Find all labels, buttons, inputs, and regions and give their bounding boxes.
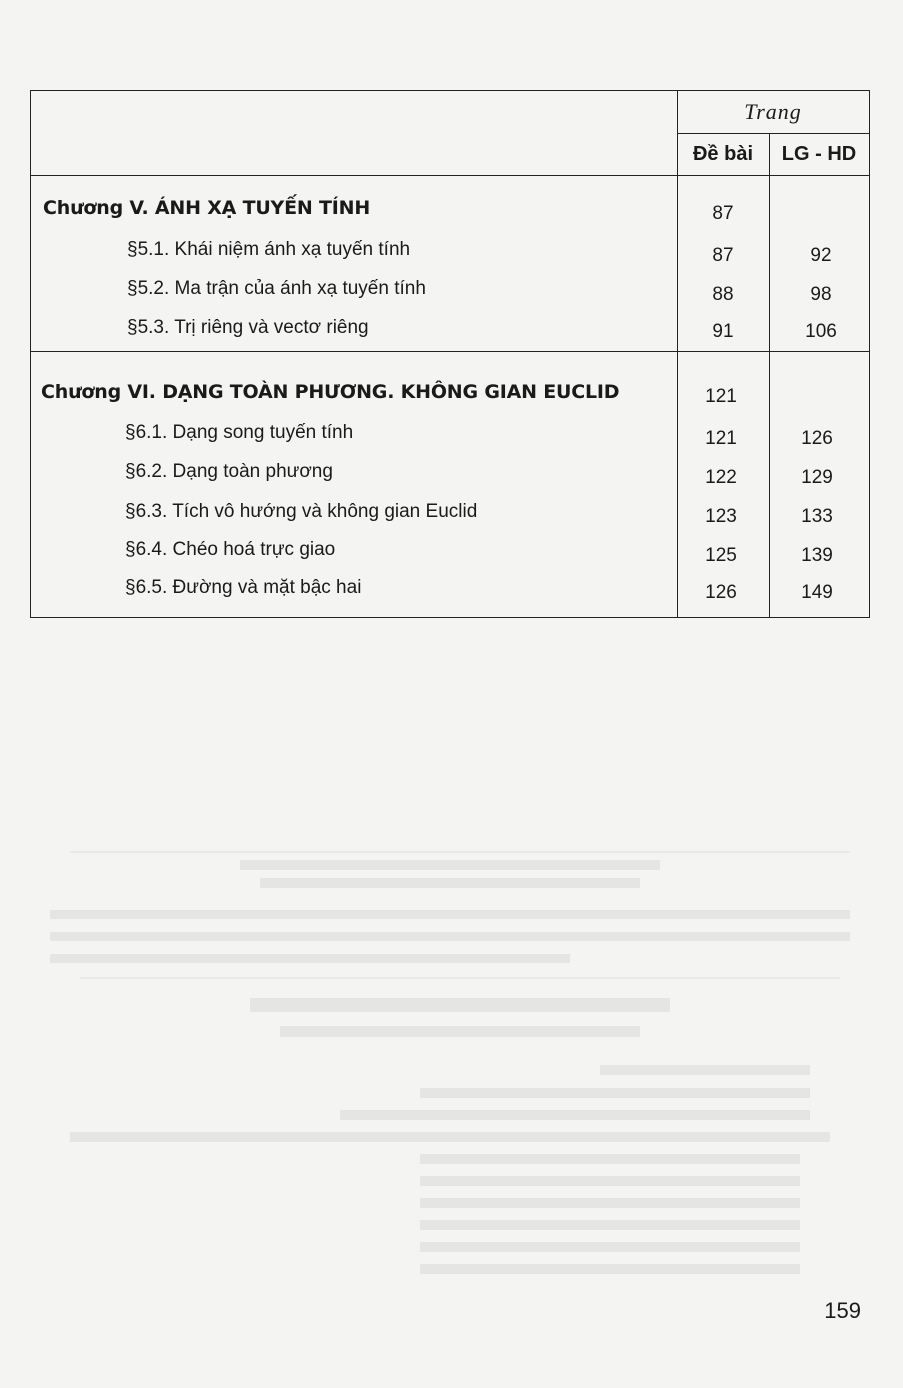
- chapter-page: 121: [705, 386, 737, 407]
- section-de-bai: 123: [705, 506, 737, 527]
- section-lg-hd: 106: [805, 321, 837, 342]
- chapter-title: Chương V. ÁNH XẠ TUYẾN TÍNH: [43, 197, 371, 219]
- section-lg-hd: 149: [801, 582, 833, 603]
- section-de-bai: 122: [705, 467, 737, 488]
- toc-table: [30, 90, 870, 618]
- section-de-bai: 125: [705, 545, 737, 566]
- show-through-texture: [40, 840, 860, 1280]
- section-title: §5.2. Ma trận của ánh xạ tuyến tính: [127, 278, 426, 299]
- chapter-divider: [31, 351, 869, 352]
- header-bottom-line: [31, 175, 869, 176]
- chapter-title: Chương VI. DẠNG TOÀN PHƯƠNG. KHÔNG GIAN EUCLID: [41, 381, 620, 403]
- chapter-page: 87: [712, 203, 734, 224]
- section-title: §6.3. Tích vô hướng và không gian Euclid: [125, 501, 478, 522]
- section-lg-hd: 129: [801, 467, 833, 488]
- header-de-bai: Đề bài: [692, 143, 754, 165]
- header-trang: Trang: [744, 99, 802, 124]
- section-title: §6.1. Dạng song tuyến tính: [125, 422, 354, 443]
- section-lg-hd: 126: [801, 428, 833, 449]
- section-title: §5.1. Khái niệm ánh xạ tuyến tính: [127, 239, 411, 260]
- section-lg-hd: 133: [801, 506, 833, 527]
- section-de-bai: 126: [705, 582, 737, 603]
- header-lg-hd: LG - HD: [781, 143, 857, 165]
- section-title: §6.5. Đường và mặt bậc hai: [125, 577, 362, 598]
- column-divider-2: [769, 134, 770, 617]
- section-title: §6.4. Chéo hoá trực giao: [125, 539, 336, 560]
- column-divider-1: [677, 91, 678, 617]
- section-title: §5.3. Trị riêng và vectơ riêng: [127, 317, 369, 338]
- section-lg-hd: 139: [801, 545, 833, 566]
- section-de-bai: 88: [712, 284, 734, 305]
- page-number: 159: [824, 1298, 861, 1323]
- section-de-bai: 91: [712, 321, 734, 342]
- section-title: §6.2. Dạng toàn phương: [125, 461, 333, 482]
- section-de-bai: 121: [705, 428, 737, 449]
- section-lg-hd: 92: [810, 245, 832, 266]
- section-de-bai: 87: [712, 245, 734, 266]
- section-lg-hd: 98: [810, 284, 832, 305]
- header-trang-divider: [677, 133, 869, 134]
